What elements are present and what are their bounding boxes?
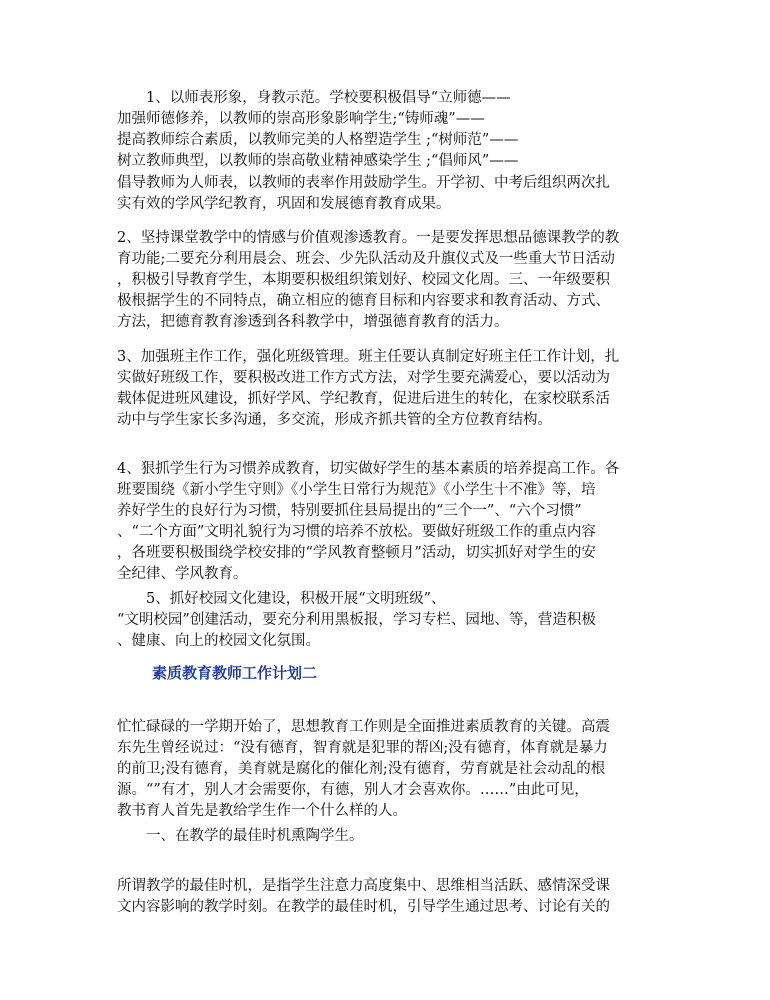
text-line: 东先生曾经说过：“没有德育，智育就是犯罪的帮凶;没有德育，体育就是暴力: [117, 740, 608, 756]
text-line: ，各班要积极围绕学校安排的“学风教育整顿月”活动，切实抓好对学生的安: [117, 545, 596, 561]
text-line: 5、抓好校园文化建设，积极开展“文明班级”、: [117, 591, 446, 607]
text-line: 1、以师表形象，身教示范。学校要积极倡导“立师德——: [117, 90, 511, 106]
text-line: 的前卫;没有德育，美育就是腐化的催化剂;没有德育，劳育就是社会动乱的根: [117, 761, 606, 777]
text-line: 育功能;二要充分利用晨会、班会、少先队活动及升旗仪式及一些重大节日活动: [117, 251, 615, 267]
text-line: 3、加强班主作工作，强化班级管理。班主任要认真制定好班主任工作计划，扎: [117, 349, 620, 365]
text-line: 养好学生的良好行为习惯，特别要抓住县局提出的“三个一”、“六个习惯”: [117, 503, 582, 519]
text-line: 倡导教师为人师表，以教师的表率作用鼓励学生。开学初、中考后组织两次扎: [117, 175, 610, 191]
text-line: 提高教师综合素质，以教师完美的人格塑造学生 ;“树师范”——: [117, 132, 519, 148]
text-line: 源。“”有才，别人才会需要你，有德，别人才会喜欢你。……”由此可见，: [117, 782, 589, 798]
text-line: 实做好班级工作，要积极改进工作方式方法，对学生要充满爱心，要以活动为: [117, 370, 610, 386]
text-line: 加强师德修养，以教师的崇高形象影响学生;“铸师魂”——: [117, 111, 485, 127]
text-line: 4、狠抓学生行为习惯养成教育，切实做好学生的基本素质的培养提高工作。各: [117, 461, 620, 477]
text-line: “文明校园”创建活动，要充分利用黑板报，学习专栏、园地、等，营造积极: [117, 612, 596, 628]
text-line: 实有效的学风学纪教育，巩固和发展德育教育成果。: [117, 196, 451, 212]
text-line: 文内容影响的教学时刻。在教学的最佳时机，引导学生通过思考、讨论有关的: [117, 899, 610, 915]
text-line: 方法，把德育教育渗透到各科教学中，增强德育教育的活力。: [117, 314, 509, 330]
section-heading: 素质教育教师工作计划二: [152, 664, 318, 682]
text-line: 2、坚持课堂教学中的情感与价值观渗透教育。一是要发挥思想品德课教学的教: [117, 230, 620, 246]
text-line: 、“二个方面”文明礼貌行为习惯的培养不放松。要做好班级工作的重点内容: [117, 524, 596, 540]
text-line: 忙忙碌碌的一学期开始了，思想教育工作则是全面推进素质教育的关键。高震: [117, 719, 610, 735]
text-line: 极根据学生的不同特点，确立相应的德育目标和内容要求和教育活动、方式、: [117, 293, 610, 309]
text-line: 教书育人首先是教给学生作一个什么样的人。: [117, 803, 407, 819]
text-line: 所谓教学的最佳时机，是指学生注意力高度集中、思维相当活跃、感情深受课: [117, 878, 610, 894]
text-line: 树立教师典型，以教师的崇高敬业精神感染学生 ;“倡师风”——: [117, 153, 519, 169]
text-line: 、健康、向上的校园文化氛围。: [117, 633, 320, 649]
text-line: 载体促进班风建设，抓好学风、学纪教育，促进后进生的转化，在家校联系活: [117, 391, 610, 407]
text-line: 动中与学生家长多沟通，多交流，形成齐抓共管的全方位教育结构。: [117, 412, 552, 428]
text-line: ，积极引导教育学生，本期要积极组织策划好、校园文化周。三、一年级要积: [117, 272, 610, 288]
text-line: 班要围绕《新小学生守则》《小学生日常行为规范》《小学生十不准》等，培: [117, 482, 596, 498]
text-line: 全纪律、学风教育。: [117, 566, 248, 582]
text-line: 一、在教学的最佳时机熏陶学生。: [117, 828, 364, 844]
